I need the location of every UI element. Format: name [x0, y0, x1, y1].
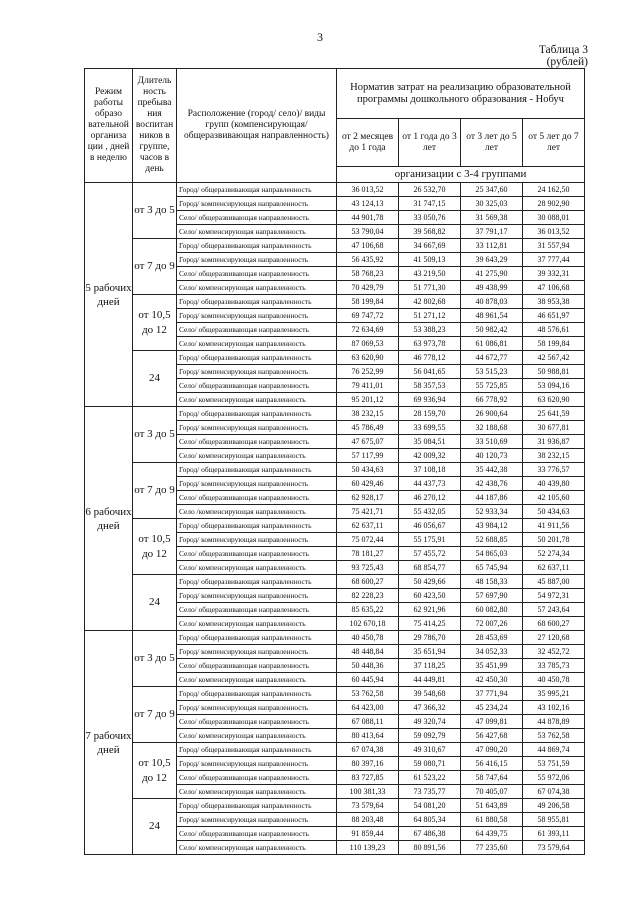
location-cell: Город/ общеразвивающая направленность — [177, 687, 337, 701]
location-cell: Город/ общеразвивающая направленность — [177, 743, 337, 757]
value-cell: 50 434,63 — [337, 463, 399, 477]
value-cell: 56 416,15 — [461, 757, 523, 771]
value-cell: 62 637,11 — [523, 561, 585, 575]
value-cell: 55 972,06 — [523, 771, 585, 785]
table-row — [85, 239, 585, 253]
header-age-0: от 2 месяцев до 1 года — [337, 119, 399, 167]
value-cell: 56 435,92 — [337, 253, 399, 267]
value-cell: 63 620,90 — [523, 393, 585, 407]
location-cell: Село/ общеразвивающая направленность — [177, 491, 337, 505]
header-norm-title: Норматив затрат на реализацию образовательной программы дошкольного образования - Нобуч — [337, 69, 585, 119]
value-cell: 45 786,49 — [337, 421, 399, 435]
location-cell: Село /компенсирующая направленность — [177, 505, 337, 519]
value-cell: 63 973,78 — [399, 337, 461, 351]
value-cell: 75 421,71 — [337, 505, 399, 519]
value-cell: 33 112,81 — [461, 239, 523, 253]
value-cell: 45 234,24 — [461, 701, 523, 715]
value-cell: 28 453,69 — [461, 631, 523, 645]
value-cell: 80 397,16 — [337, 757, 399, 771]
value-cell: 43 219,50 — [399, 267, 461, 281]
location-cell: Село/ компенсирующая направленность — [177, 617, 337, 631]
value-cell: 52 933,34 — [461, 505, 523, 519]
value-cell: 85 635,22 — [337, 603, 399, 617]
value-cell: 24 162,50 — [523, 183, 585, 197]
page-number: 3 — [317, 30, 323, 44]
value-cell: 48 448,84 — [337, 645, 399, 659]
value-cell: 55 432,05 — [399, 505, 461, 519]
value-cell: 82 228,23 — [337, 589, 399, 603]
mode-cell: 5 рабочих дней — [85, 183, 133, 407]
value-cell: 44 187,86 — [461, 491, 523, 505]
location-cell: Село/ компенсирующая направленность — [177, 561, 337, 575]
value-cell: 44 901,78 — [337, 211, 399, 225]
value-cell: 49 310,67 — [399, 743, 461, 757]
value-cell: 68 600,27 — [523, 617, 585, 631]
mode-cell: 7 рабочих дней — [85, 631, 133, 855]
location-cell: Город/ компенсирующая направленность — [177, 701, 337, 715]
value-cell: 58 199,84 — [523, 337, 585, 351]
header-age-2: от 3 лет до 5 лет — [461, 119, 523, 167]
table-row — [85, 799, 585, 813]
value-cell: 28 902,90 — [523, 197, 585, 211]
value-cell: 59 080,71 — [399, 757, 461, 771]
table-row — [85, 687, 585, 701]
table-row — [85, 575, 585, 589]
value-cell: 31 557,94 — [523, 239, 585, 253]
value-cell: 66 778,92 — [461, 393, 523, 407]
value-cell: 64 439,75 — [461, 827, 523, 841]
value-cell: 48 576,61 — [523, 323, 585, 337]
value-cell: 35 442,38 — [461, 463, 523, 477]
location-cell: Город/ компенсирующая направленность — [177, 813, 337, 827]
value-cell: 50 448,36 — [337, 659, 399, 673]
value-cell: 53 762,58 — [523, 729, 585, 743]
location-cell: Город/ компенсирующая направленность — [177, 477, 337, 491]
location-cell: Село/ общеразвивающая направленность — [177, 211, 337, 225]
value-cell: 44 878,89 — [523, 715, 585, 729]
value-cell: 47 366,32 — [399, 701, 461, 715]
value-cell: 87 069,53 — [337, 337, 399, 351]
value-cell: 52 688,85 — [461, 533, 523, 547]
value-cell: 75 414,25 — [399, 617, 461, 631]
location-cell: Село/ компенсирующая направленность — [177, 337, 337, 351]
location-cell: Город/ общеразвивающая направленность — [177, 463, 337, 477]
location-cell: Село/ компенсирующая направленность — [177, 225, 337, 239]
value-cell: 79 411,01 — [337, 379, 399, 393]
value-cell: 33 776,57 — [523, 463, 585, 477]
value-cell: 27 120,68 — [523, 631, 585, 645]
value-cell: 36 013,52 — [523, 225, 585, 239]
value-cell: 54 081,20 — [399, 799, 461, 813]
value-cell: 51 771,30 — [399, 281, 461, 295]
value-cell: 32 188,68 — [461, 421, 523, 435]
value-cell: 50 201,78 — [523, 533, 585, 547]
value-cell: 43 984,12 — [461, 519, 523, 533]
duration-cell: от 3 до 5 — [133, 183, 177, 239]
header-subtitle: организации с 3-4 группами — [337, 167, 585, 183]
table-row — [85, 519, 585, 533]
value-cell: 39 548,68 — [399, 687, 461, 701]
value-cell: 72 007,26 — [461, 617, 523, 631]
value-cell: 40 450,78 — [337, 631, 399, 645]
value-cell: 36 013,52 — [337, 183, 399, 197]
value-cell: 29 786,70 — [399, 631, 461, 645]
duration-cell: от 10,5 до 12 — [133, 743, 177, 799]
value-cell: 64 805,34 — [399, 813, 461, 827]
value-cell: 47 099,81 — [461, 715, 523, 729]
value-cell: 47 106,68 — [523, 281, 585, 295]
location-cell: Город/ компенсирующая направленность — [177, 309, 337, 323]
value-cell: 52 274,34 — [523, 547, 585, 561]
value-cell: 41 509,13 — [399, 253, 461, 267]
table-number: Таблица 3 — [538, 44, 588, 56]
value-cell: 47 090,20 — [461, 743, 523, 757]
location-cell: Город/ компенсирующая направленность — [177, 253, 337, 267]
duration-cell: 24 — [133, 351, 177, 407]
value-cell: 46 056,67 — [399, 519, 461, 533]
value-cell: 53 790,04 — [337, 225, 399, 239]
location-cell: Село/ общеразвивающая направленность — [177, 771, 337, 785]
value-cell: 47 675,07 — [337, 435, 399, 449]
value-cell: 56 041,65 — [399, 365, 461, 379]
value-cell: 53 388,23 — [399, 323, 461, 337]
value-cell: 26 532,70 — [399, 183, 461, 197]
value-cell: 33 050,76 — [399, 211, 461, 225]
duration-cell: от 3 до 5 — [133, 407, 177, 463]
value-cell: 46 778,12 — [399, 351, 461, 365]
value-cell: 75 072,44 — [337, 533, 399, 547]
table-row — [85, 743, 585, 757]
location-cell: Город/ компенсирующая направленность — [177, 645, 337, 659]
value-cell: 51 271,12 — [399, 309, 461, 323]
value-cell: 58 768,23 — [337, 267, 399, 281]
location-cell: Город/ общеразвивающая направленность — [177, 631, 337, 645]
value-cell: 42 438,76 — [461, 477, 523, 491]
value-cell: 33 785,73 — [523, 659, 585, 673]
value-cell: 53 515,23 — [461, 365, 523, 379]
value-cell: 26 900,64 — [461, 407, 523, 421]
value-cell: 25 641,59 — [523, 407, 585, 421]
location-cell: Город/ общеразвивающая направленность — [177, 295, 337, 309]
header-mode: Режим работы образо вательной организа ции , дней в неделю — [85, 69, 133, 183]
value-cell: 83 727,85 — [337, 771, 399, 785]
value-cell: 100 381,33 — [337, 785, 399, 799]
location-cell: Город/ общеразвивающая направленность — [177, 407, 337, 421]
value-cell: 56 427,68 — [461, 729, 523, 743]
header-location: Расположение (город/ село)/ виды групп (компенсирующая/ общеразвивающая направленность) — [177, 69, 337, 183]
value-cell: 30 325,03 — [461, 197, 523, 211]
value-cell: 61 393,11 — [523, 827, 585, 841]
location-cell: Город/ компенсирующая направленность — [177, 365, 337, 379]
location-cell: Село/ компенсирующая направленность — [177, 449, 337, 463]
value-cell: 93 725,43 — [337, 561, 399, 575]
mode-cell: 6 рабочих дней — [85, 407, 133, 631]
value-cell: 69 936,94 — [399, 393, 461, 407]
value-cell: 45 887,00 — [523, 575, 585, 589]
location-cell: Село/ общеразвивающая направленность — [177, 715, 337, 729]
value-cell: 37 108,18 — [399, 463, 461, 477]
location-cell: Село/ общеразвивающая направленность — [177, 827, 337, 841]
value-cell: 50 988,81 — [523, 365, 585, 379]
value-cell: 68 600,27 — [337, 575, 399, 589]
duration-cell: от 10,5 до 12 — [133, 295, 177, 351]
value-cell: 73 579,64 — [337, 799, 399, 813]
value-cell: 67 074,38 — [337, 743, 399, 757]
value-cell: 34 667,69 — [399, 239, 461, 253]
value-cell: 42 802,68 — [399, 295, 461, 309]
location-cell: Село/ общеразвивающая направленность — [177, 267, 337, 281]
location-cell: Село/ компенсирующая направленность — [177, 393, 337, 407]
value-cell: 59 092,79 — [399, 729, 461, 743]
table-row — [85, 631, 585, 645]
value-cell: 51 643,89 — [461, 799, 523, 813]
location-cell: Село/ общеразвивающая направленность — [177, 435, 337, 449]
value-cell: 57 697,90 — [461, 589, 523, 603]
table-row — [85, 295, 585, 309]
value-cell: 44 672,77 — [461, 351, 523, 365]
table-row — [85, 183, 585, 197]
value-cell: 58 747,64 — [461, 771, 523, 785]
location-cell: Село/ компенсирующая направленность — [177, 729, 337, 743]
value-cell: 78 181,27 — [337, 547, 399, 561]
location-cell: Город/ общеразвивающая направленность — [177, 183, 337, 197]
value-cell: 67 088,11 — [337, 715, 399, 729]
location-cell: Село/ компенсирующая направленность — [177, 281, 337, 295]
value-cell: 57 117,99 — [337, 449, 399, 463]
duration-cell: от 7 до 9 — [133, 687, 177, 743]
value-cell: 67 486,38 — [399, 827, 461, 841]
value-cell: 37 771,94 — [461, 687, 523, 701]
value-cell: 30 088,01 — [523, 211, 585, 225]
value-cell: 39 643,29 — [461, 253, 523, 267]
location-cell: Город/ общеразвивающая направленность — [177, 351, 337, 365]
value-cell: 80 413,64 — [337, 729, 399, 743]
value-cell: 40 450,78 — [523, 673, 585, 687]
value-cell: 33 699,55 — [399, 421, 461, 435]
value-cell: 44 449,81 — [399, 673, 461, 687]
table-row — [85, 351, 585, 365]
value-cell: 37 777,44 — [523, 253, 585, 267]
value-cell: 50 982,42 — [461, 323, 523, 337]
value-cell: 53 762,58 — [337, 687, 399, 701]
value-cell: 48 158,33 — [461, 575, 523, 589]
location-cell: Город/ компенсирующая направленность — [177, 757, 337, 771]
table-row — [85, 407, 585, 421]
value-cell: 44 437,73 — [399, 477, 461, 491]
value-cell: 61 523,22 — [399, 771, 461, 785]
value-cell: 38 232,15 — [523, 449, 585, 463]
duration-cell: от 7 до 9 — [133, 239, 177, 295]
location-cell: Город/ общеразвивающая направленность — [177, 519, 337, 533]
value-cell: 73 579,64 — [523, 841, 585, 855]
header-age-1: от 1 года до 3 лет — [399, 119, 461, 167]
value-cell: 60 082,80 — [461, 603, 523, 617]
duration-cell: от 10,5 до 12 — [133, 519, 177, 575]
value-cell: 55 175,91 — [399, 533, 461, 547]
location-cell: Город/ компенсирующая направленность — [177, 197, 337, 211]
table-body — [85, 183, 585, 855]
value-cell: 46 651,97 — [523, 309, 585, 323]
header-duration: Длитель ность пребыва ния воспитан ников в группе, часов в день — [133, 69, 177, 183]
value-cell: 39 568,82 — [399, 225, 461, 239]
value-cell: 54 865,03 — [461, 547, 523, 561]
location-cell: Село/ компенсирующая направленность — [177, 841, 337, 855]
value-cell: 76 252,99 — [337, 365, 399, 379]
value-cell: 30 677,81 — [523, 421, 585, 435]
location-cell: Город/ общеразвивающая направленность — [177, 575, 337, 589]
value-cell: 80 891,56 — [399, 841, 461, 855]
value-cell: 37 118,25 — [399, 659, 461, 673]
value-cell: 39 332,31 — [523, 267, 585, 281]
value-cell: 65 745,94 — [461, 561, 523, 575]
location-cell: Село/ компенсирующая направленность — [177, 673, 337, 687]
location-cell: Город/ компенсирующая направленность — [177, 533, 337, 547]
header-age-3: от 5 лет до 7 лет — [523, 119, 585, 167]
duration-cell: 24 — [133, 799, 177, 855]
norm-cost-table — [84, 68, 585, 855]
value-cell: 31 747,15 — [399, 197, 461, 211]
value-cell: 64 423,00 — [337, 701, 399, 715]
value-cell: 31 569,38 — [461, 211, 523, 225]
value-cell: 38 953,38 — [523, 295, 585, 309]
location-cell: Село/ общеразвивающая направленность — [177, 323, 337, 337]
value-cell: 62 637,11 — [337, 519, 399, 533]
value-cell: 73 735,77 — [399, 785, 461, 799]
value-cell: 60 423,50 — [399, 589, 461, 603]
value-cell: 49 206,58 — [523, 799, 585, 813]
value-cell: 88 203,48 — [337, 813, 399, 827]
location-cell: Город/ общеразвивающая направленность — [177, 799, 337, 813]
value-cell: 61 086,81 — [461, 337, 523, 351]
value-cell: 41 911,56 — [523, 519, 585, 533]
location-cell: Город/ общеразвивающая направленность — [177, 239, 337, 253]
table-row — [85, 463, 585, 477]
value-cell: 31 936,87 — [523, 435, 585, 449]
value-cell: 77 235,60 — [461, 841, 523, 855]
value-cell: 62 921,96 — [399, 603, 461, 617]
value-cell: 35 084,51 — [399, 435, 461, 449]
value-cell: 69 747,72 — [337, 309, 399, 323]
value-cell: 63 620,90 — [337, 351, 399, 365]
value-cell: 68 854,77 — [399, 561, 461, 575]
value-cell: 53 094,16 — [523, 379, 585, 393]
unit-label: (рублей) — [546, 56, 588, 68]
value-cell: 42 450,30 — [461, 673, 523, 687]
table-label — [539, 44, 588, 68]
value-cell: 42 567,42 — [523, 351, 585, 365]
value-cell: 34 052,33 — [461, 645, 523, 659]
location-cell: Село/ компенсирующая направленность — [177, 785, 337, 799]
value-cell: 54 972,31 — [523, 589, 585, 603]
value-cell: 67 074,38 — [523, 785, 585, 799]
value-cell: 35 651,94 — [399, 645, 461, 659]
value-cell: 42 009,32 — [399, 449, 461, 463]
value-cell: 48 961,54 — [461, 309, 523, 323]
location-cell: Село/ общеразвивающая направленность — [177, 659, 337, 673]
value-cell: 33 510,69 — [461, 435, 523, 449]
value-cell: 57 455,72 — [399, 547, 461, 561]
value-cell: 60 429,46 — [337, 477, 399, 491]
value-cell: 46 270,12 — [399, 491, 461, 505]
value-cell: 40 439,80 — [523, 477, 585, 491]
value-cell: 44 869,74 — [523, 743, 585, 757]
duration-cell: 24 — [133, 575, 177, 631]
duration-cell: от 7 до 9 — [133, 463, 177, 519]
value-cell: 43 102,16 — [523, 701, 585, 715]
value-cell: 41 275,90 — [461, 267, 523, 281]
value-cell: 40 120,73 — [461, 449, 523, 463]
value-cell: 91 859,44 — [337, 827, 399, 841]
value-cell: 57 243,64 — [523, 603, 585, 617]
value-cell: 61 880,58 — [461, 813, 523, 827]
location-cell: Село/ общеразвивающая направленность — [177, 603, 337, 617]
value-cell: 95 201,12 — [337, 393, 399, 407]
value-cell: 32 452,72 — [523, 645, 585, 659]
value-cell: 58 357,53 — [399, 379, 461, 393]
value-cell: 110 139,23 — [337, 841, 399, 855]
value-cell: 72 634,69 — [337, 323, 399, 337]
location-cell: Село/ общеразвивающая направленность — [177, 547, 337, 561]
value-cell: 60 445,94 — [337, 673, 399, 687]
value-cell: 42 105,60 — [523, 491, 585, 505]
value-cell: 62 928,17 — [337, 491, 399, 505]
value-cell: 35 995,21 — [523, 687, 585, 701]
value-cell: 70 429,79 — [337, 281, 399, 295]
value-cell: 28 159,70 — [399, 407, 461, 421]
value-cell: 102 670,18 — [337, 617, 399, 631]
value-cell: 43 124,13 — [337, 197, 399, 211]
value-cell: 70 405,07 — [461, 785, 523, 799]
value-cell: 35 451,99 — [461, 659, 523, 673]
value-cell: 49 438,99 — [461, 281, 523, 295]
duration-cell: от 3 до 5 — [133, 631, 177, 687]
value-cell: 58 955,81 — [523, 813, 585, 827]
value-cell: 38 232,15 — [337, 407, 399, 421]
location-cell: Город/ компенсирующая направленность — [177, 589, 337, 603]
location-cell: Село/ общеразвивающая направленность — [177, 379, 337, 393]
value-cell: 50 429,66 — [399, 575, 461, 589]
value-cell: 50 434,63 — [523, 505, 585, 519]
value-cell: 40 878,03 — [461, 295, 523, 309]
value-cell: 53 751,59 — [523, 757, 585, 771]
value-cell: 37 791,17 — [461, 225, 523, 239]
value-cell: 25 347,60 — [461, 183, 523, 197]
value-cell: 58 199,84 — [337, 295, 399, 309]
value-cell: 49 320,74 — [399, 715, 461, 729]
value-cell: 47 106,68 — [337, 239, 399, 253]
location-cell: Город/ компенсирующая направленность — [177, 421, 337, 435]
value-cell: 55 725,85 — [461, 379, 523, 393]
